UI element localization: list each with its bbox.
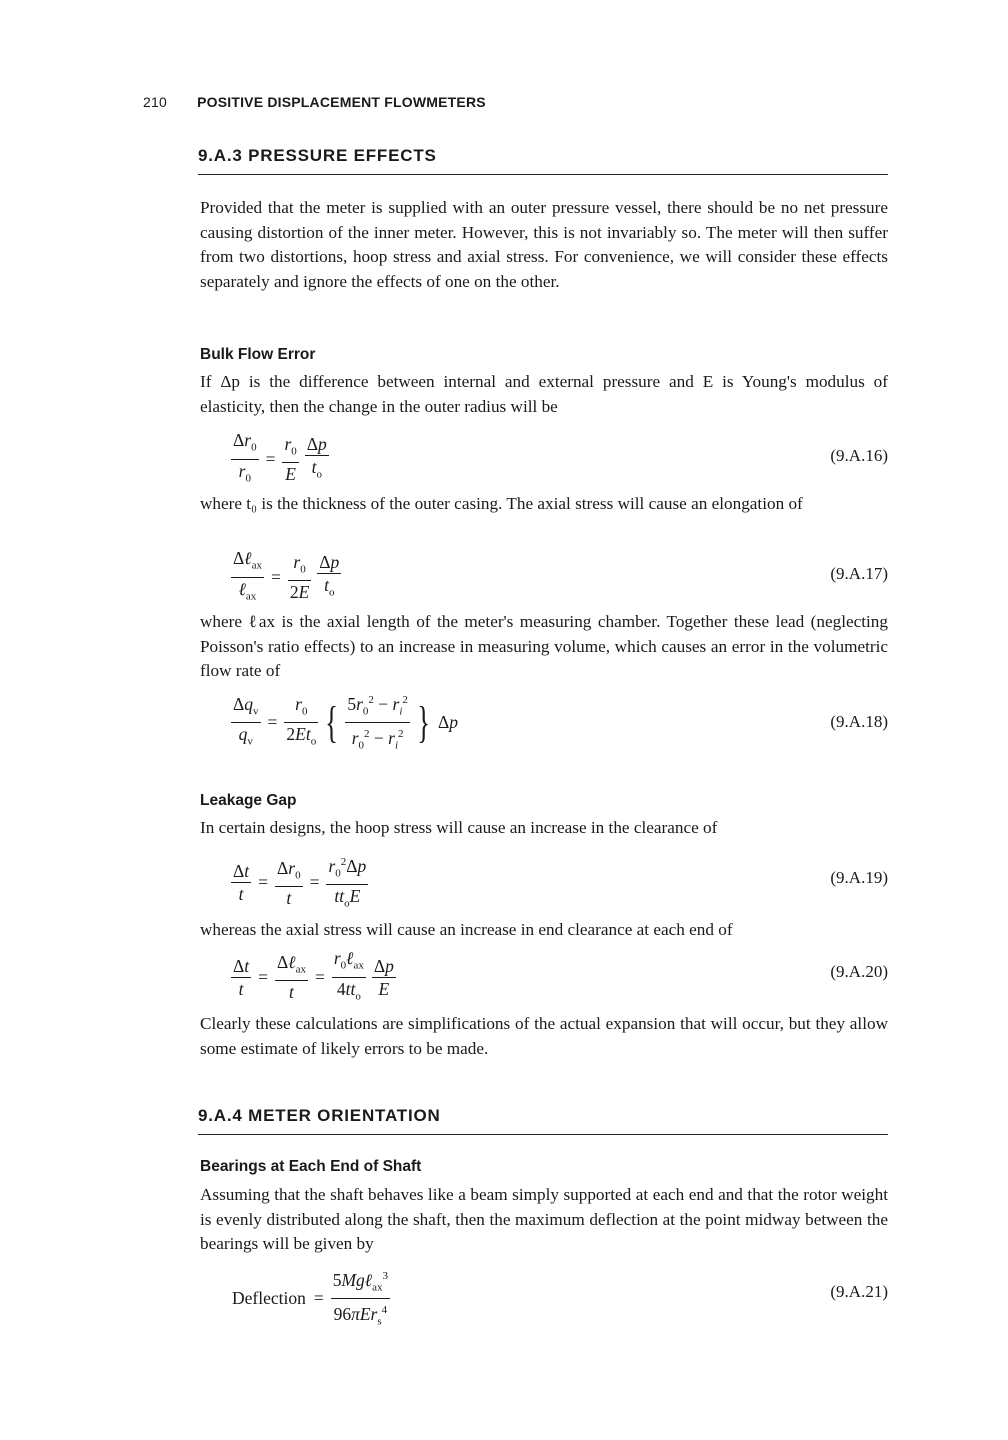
paragraph-bearings-1: Assuming that the shaft behaves like a beam simply supported at each end and that the rotor weight is evenly distributed along the shaft, then the maximum deflection at the point midway between the bearings will be given by (200, 1185, 888, 1254)
paragraph-intro: Provided that the meter is supplied with an outer pressure vessel, there should be no net pressure causing distortion of the inner meter. However, this is not invariably so. The meter will then suffer from two distortions, hoop stress and axial stress. For convenience, we will consider these effects separately and ignore the effects of one on the other. (200, 198, 888, 292)
paragraph-leak-3: Clearly these calculations are simplifications of the actual expansion that will occur, but they allow some estimate of likely errors to be made. (200, 1014, 888, 1058)
paragraph-leak-1: In certain designs, the hoop stress will cause an increase in the clearance of (200, 818, 718, 837)
subheading-bearings: Bearings at Each End of Shaft (200, 1158, 422, 1175)
subheading-leakage-gap: Leakage Gap (200, 792, 297, 809)
equation-number-16: (9.A.16) (830, 446, 888, 465)
equation-number-17: (9.A.17) (830, 564, 888, 583)
deflection-label: Deflection (232, 1288, 306, 1309)
subheading-bulk-flow-error: Bulk Flow Error (200, 346, 316, 363)
paragraph-bulk-2: where t₀ is the thickness of the outer casing. The axial stress will cause an elongation of (200, 494, 803, 513)
equation-9a19: $\frac{\Delta t}{t}$ = $\frac{\Delta r_0}{t}$ = $\frac{r_0^2\Delta p}{tt_oE}$ (228, 852, 371, 914)
equation-9a17: $\frac{\Delta\ell_{ax}}{\ell_{ax}}$ = $\frac{r_0}{2E}$ $\frac{\Delta p}{t_o}$ (233, 548, 340, 603)
equation-9a18: $\frac{\Delta q_v}{q_v}$ = $\frac{r_0}{2Et_o}$ { $\frac{5r_0^2 - r_i^2}{r_0^2 - r_i^2}$ } Δp (228, 690, 462, 756)
paragraph-leak-2: whereas the axial stress will cause an increase in end clearance at each end of (200, 920, 733, 939)
running-header (143, 94, 486, 110)
running-title: POSITIVE DISPLACEMENT FLOWMETERS (197, 94, 486, 110)
equation-number-21: (9.A.21) (830, 1282, 888, 1301)
section-title-meter-orientation: 9.A.4 METER ORIENTATION (198, 1106, 888, 1135)
equation-9a20: $\frac{\Delta t}{t}$ = $\frac{\Delta\ell_{ax}}{t}$ = $\frac{r_0\ell_{ax}}{4tt_o}$ $\frac{\Delta p}{E}$ (233, 948, 394, 1003)
equation-9a16: $\frac{\Delta r_0}{r_0}$ = $\frac{r_0}{E}$ $\frac{\Delta p}{t_o}$ (233, 430, 327, 485)
equation-number-18: (9.A.18) (830, 712, 888, 731)
paragraph-bulk-1: If Δp is the difference between internal and external pressure and E is Young's modulus of elasticity, then the change in the outer radius will be (200, 372, 888, 416)
equation-9a21: Deflection = $\frac{5Mg\ell_{ax}^3}{96\pi Er_s^4}$ (228, 1266, 393, 1332)
page-number: 210 (143, 94, 167, 110)
equation-number-19: (9.A.19) (830, 868, 888, 887)
section-title-pressure-effects: 9.A.3 PRESSURE EFFECTS (198, 146, 888, 175)
paragraph-bulk-3: where ℓax is the axial length of the meter's measuring chamber. Together these lead (neglecting Poisson's ratio effects) to an increase in measuring volume, which causes an error in the volumetric flow rate of (200, 612, 888, 681)
equation-number-20: (9.A.20) (830, 962, 888, 981)
